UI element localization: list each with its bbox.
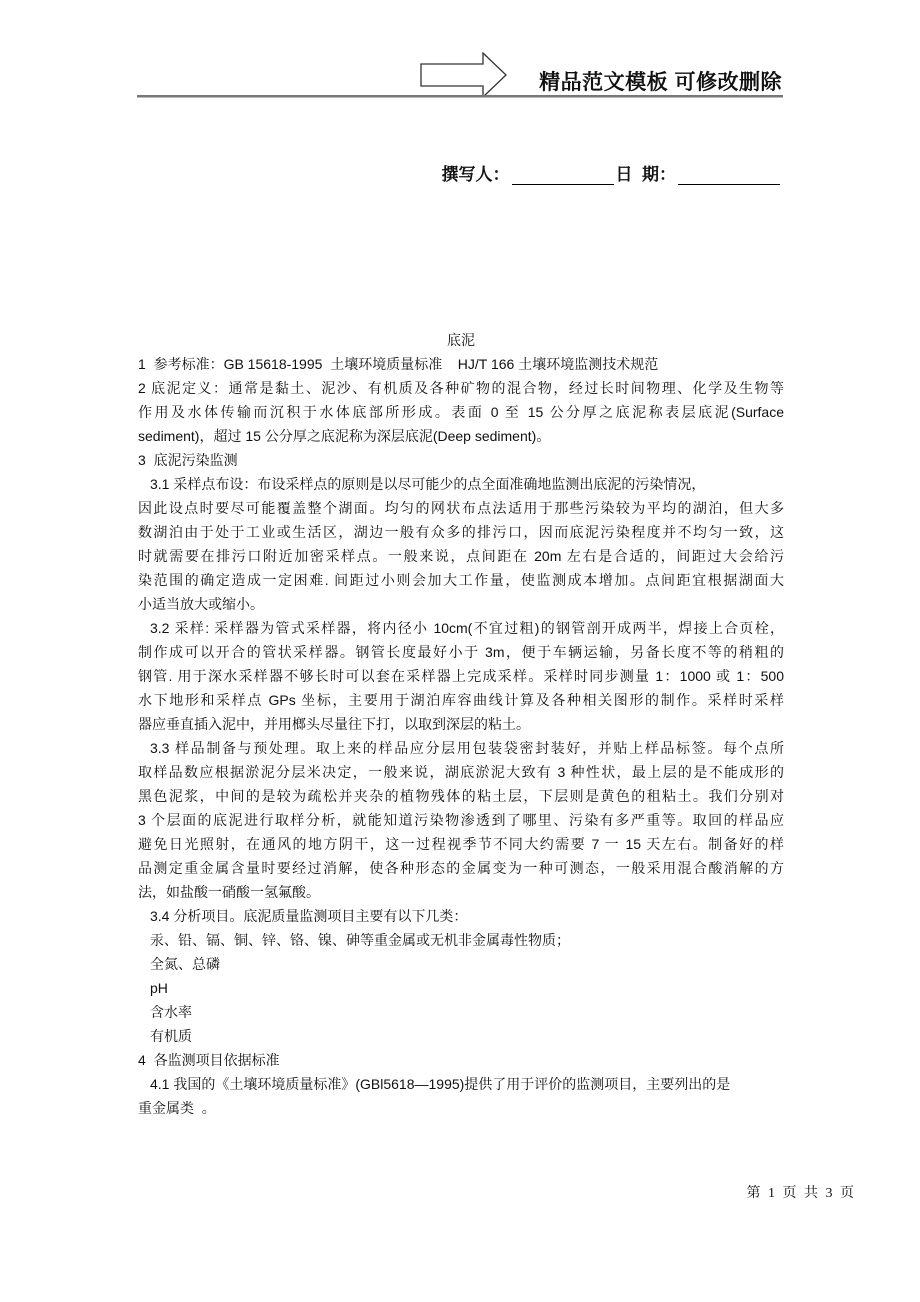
text-line: 4 各监测项目依据标准 — [138, 1052, 280, 1068]
text-line: 数湖泊由于处于工业或生活区，湖边一般有众多的排污口，因而底泥污染程度并不均匀一致，这 — [138, 524, 784, 540]
text-line: 重金属类 。 — [138, 1100, 216, 1116]
text-line: 器应垂直插入泥中，并用榔头尽量往下打，以取到深层的粘土。 — [138, 716, 530, 732]
text-line: 取样品数应根据淤泥分层米决定，一般来说，湖底淤泥大致有 3 种性状，最上层的是不能成形的 — [138, 764, 784, 780]
signature-row — [442, 160, 782, 185]
text-line: 有机质 — [150, 1028, 192, 1044]
text-line: sediment)，超过 15 公分厚之底泥称为深层底泥(Deep sediment)。 — [138, 428, 551, 444]
text-line: 3 底泥污染监测 — [138, 452, 238, 468]
text-line: 1 参考标准：GB 15618-1995 土壤环境质量标准 HJ/T 166 土壤环境监测技术规范 — [138, 356, 659, 372]
text-line: 时就需要在排污口附近加密采样点。一般来说，点间距在 20m 左右是合适的，间距过大会给污 — [138, 548, 784, 564]
header-banner: 精品范文模板 可修改删除 — [539, 71, 782, 94]
page-number: 第 1 页 共 3 页 — [746, 1186, 854, 1201]
text-line: 小适当放大或缩小。 — [138, 596, 264, 612]
text-line: 钢管. 用于深水采样器不够长时可以套在采样器上完成采样。采样时同步测量 1：1000 或 1：500 — [138, 668, 784, 684]
header-divider — [137, 95, 783, 98]
author-blank — [512, 166, 614, 185]
text-line: 3 个层面的底泥进行取样分析，就能知道污染物渗透到了哪里、污染有多严重等。取回的样品应 — [138, 812, 784, 828]
text-line: 避免日光照射，在通风的地方阴干，这一过程视季节不同大约需要 7 一 15 天左右。制备好的样 — [138, 836, 784, 852]
date-label: 日 期： — [615, 165, 676, 184]
author-label: 撰写人： — [441, 165, 510, 184]
text-line: 作用及水体传输而沉积于水体底部所形成。表面 0 至 15 公分厚之底泥称表层底泥(Surface — [138, 404, 784, 420]
document-body — [138, 328, 784, 1120]
date-blank — [678, 166, 780, 185]
text-line: 染范围的确定造成一定困难. 间距过小则会加大工作量，使监测成本增加。点间距宜根据湖面大 — [138, 572, 784, 588]
text-line: 4.1 我国的《土壤环境质量标准》(GBl5618—1995)提供了用于评价的监测项目，主要列出的是 — [150, 1076, 731, 1092]
text-line: 2 底泥定义：通常是黏土、泥沙、有机质及各种矿物的混合物，经过长时间物理、化学及生物等 — [138, 380, 784, 396]
text-line: 黑色泥浆，中间的是较为疏松并夹杂的植物残体的粘土层，下层则是黄色的租粘土。我们分别对 — [138, 788, 784, 804]
text-line: 制作成可以开合的管状采样器。钢管长度最好小于 3m，便于车辆运输，另备长度不等的稍粗的 — [138, 644, 784, 660]
text-line: 法，如盐酸一硝酸一氢氟酸。 — [138, 884, 320, 900]
text-line: pH — [150, 980, 168, 996]
arrow-right-icon — [420, 52, 508, 98]
text-line: 全氮、总磷 — [150, 956, 220, 972]
text-line: 3.4 分析项目。底泥质量监测项目主要有以下几类： — [150, 908, 468, 924]
text-line: 含水率 — [150, 1004, 192, 1020]
text-line: 3.2 采样: 采样器为管式采样器，将内径小 10cm(不宜过粗)的钢管剖开成两半，焊接上合页栓， — [150, 620, 784, 636]
text-line: 品测定重金属含量时要经过消解，使各种形态的金属变为一种可测态，一般采用混合酸消解的方 — [138, 860, 784, 876]
text-line: 3.3 样品制备与预处理。取上来的样品应分层用包装袋密封装好，并贴上样品标签。每个点所 — [150, 740, 784, 756]
text-line: 3.1 采样点布设：布设采样点的原则是以尽可能少的点全面准确地监测出底泥的污染情况， — [150, 476, 706, 492]
document-title: 底泥 — [447, 332, 475, 348]
text-line: 因此设点时要尽可能覆盖整个湖面。均匀的网状布点法适用于那些污染较为平均的湖泊，但大多 — [138, 500, 784, 516]
text-line: 汞、铅、镉、铜、锌、铬、镍、砷等重金属或无机非金属毒性物质； — [150, 932, 570, 948]
text-line: 水下地形和采样点 GPs 坐标，主要用于湖泊库容曲线计算及各种相关图形的制作。采样时采样 — [138, 692, 784, 708]
